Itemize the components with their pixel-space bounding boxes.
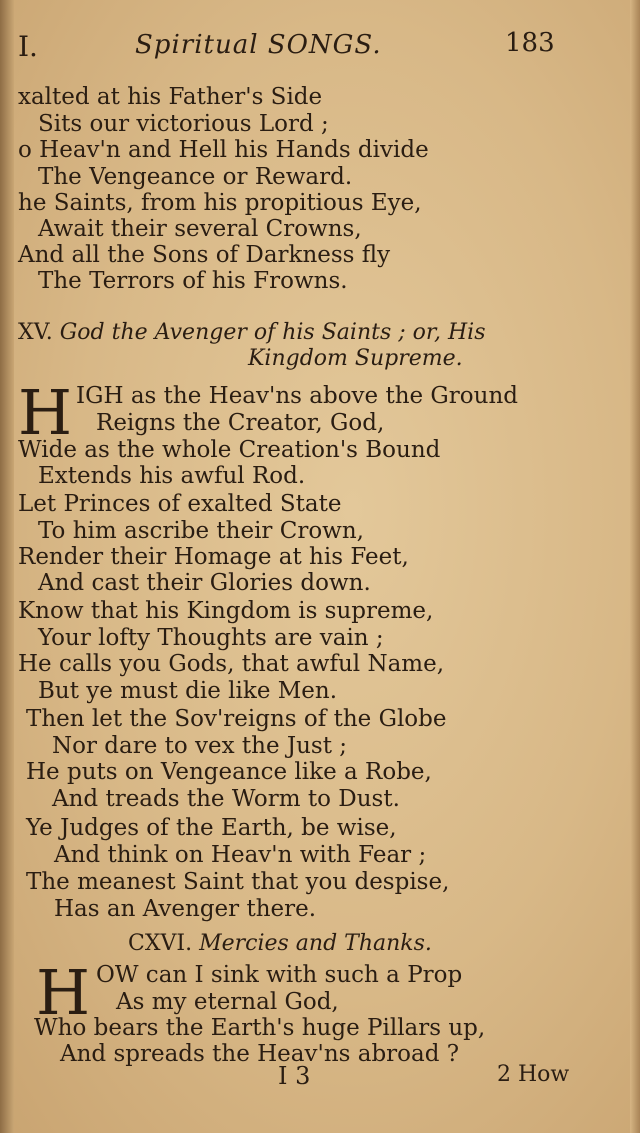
verse-line: As my eternal God, bbox=[116, 989, 339, 1015]
verse-line: Reigns the Creator, God, bbox=[96, 410, 385, 436]
verse-line: Know that his Kingdom is supreme, bbox=[18, 598, 434, 624]
drop-cap: H bbox=[18, 376, 73, 449]
verse-line: Your lofty Thoughts are vain ; bbox=[38, 625, 384, 651]
page-edge-left bbox=[0, 0, 14, 1133]
verse-line: OW can I sink with such a Prop bbox=[96, 962, 463, 988]
verse-line: xalted at his Father's Side bbox=[18, 84, 323, 110]
verse-line: And cast their Glories down. bbox=[38, 570, 371, 596]
page-footer bbox=[0, 1062, 640, 1096]
hymn-title: Mercies and Thanks. bbox=[199, 931, 432, 956]
verse-line: Let Princes of exalted State bbox=[18, 491, 342, 517]
verse-line: Extends his awful Rod. bbox=[38, 463, 306, 489]
page-edge-right bbox=[630, 0, 640, 1133]
verse-line: But ye must die like Men. bbox=[38, 678, 338, 704]
verse-line: To him ascribe their Crown, bbox=[38, 518, 364, 544]
running-head bbox=[0, 30, 640, 66]
verse-line: Render their Homage at his Feet, bbox=[18, 544, 409, 570]
hymn-number: XV. bbox=[18, 320, 53, 345]
verse-line: Nor dare to vex the Just ; bbox=[52, 733, 348, 759]
verse-line: And spreads the Heav'ns abroad ? bbox=[60, 1041, 460, 1067]
running-head-fragment: I. bbox=[18, 30, 38, 63]
verse-line: Then let the Sov'reigns of the Globe bbox=[26, 706, 447, 732]
running-head-title: Spiritual SONGS. bbox=[135, 30, 382, 60]
verse-line: Who bears the Earth's huge Pillars up, bbox=[34, 1015, 486, 1041]
verse-line: he Saints, from his propitious Eye, bbox=[18, 190, 422, 216]
hymn-title-line-2: Kingdom Supreme. bbox=[248, 346, 463, 371]
hymn-heading bbox=[18, 320, 485, 346]
drop-cap: H bbox=[36, 956, 91, 1029]
verse-line: Ye Judges of the Earth, be wise, bbox=[26, 815, 397, 841]
verse-line: IGH as the Heav'ns above the Ground bbox=[76, 383, 518, 409]
catchword: 2 How bbox=[497, 1062, 570, 1087]
verse-line: The Terrors of his Frowns. bbox=[38, 268, 348, 294]
verse-line: And think on Heav'n with Fear ; bbox=[54, 842, 427, 868]
hymn-number: CXVI. bbox=[128, 931, 193, 956]
verse-line: The meanest Saint that you despise, bbox=[26, 869, 450, 895]
hymn-heading bbox=[128, 931, 432, 957]
verse-line: The Vengeance or Reward. bbox=[38, 164, 353, 190]
verse-line: And treads the Worm to Dust. bbox=[52, 786, 400, 812]
verse-line: He calls you Gods, that awful Name, bbox=[18, 651, 445, 677]
verse-line: And all the Sons of Darkness fly bbox=[18, 242, 391, 268]
verse-line: Await their several Crowns, bbox=[38, 216, 362, 242]
signature-mark: I 3 bbox=[278, 1062, 311, 1090]
hymn-title-line-1: God the Avenger of his Saints ; or, His bbox=[59, 320, 486, 345]
verse-line: o Heav'n and Hell his Hands divide bbox=[18, 137, 429, 163]
verse-line: He puts on Vengeance like a Robe, bbox=[26, 759, 432, 785]
verse-line: Has an Avenger there. bbox=[54, 896, 317, 922]
page-number: 183 bbox=[505, 28, 555, 58]
verse-line: Sits our victorious Lord ; bbox=[38, 111, 329, 137]
verse-line: Wide as the whole Creation's Bound bbox=[18, 437, 441, 463]
